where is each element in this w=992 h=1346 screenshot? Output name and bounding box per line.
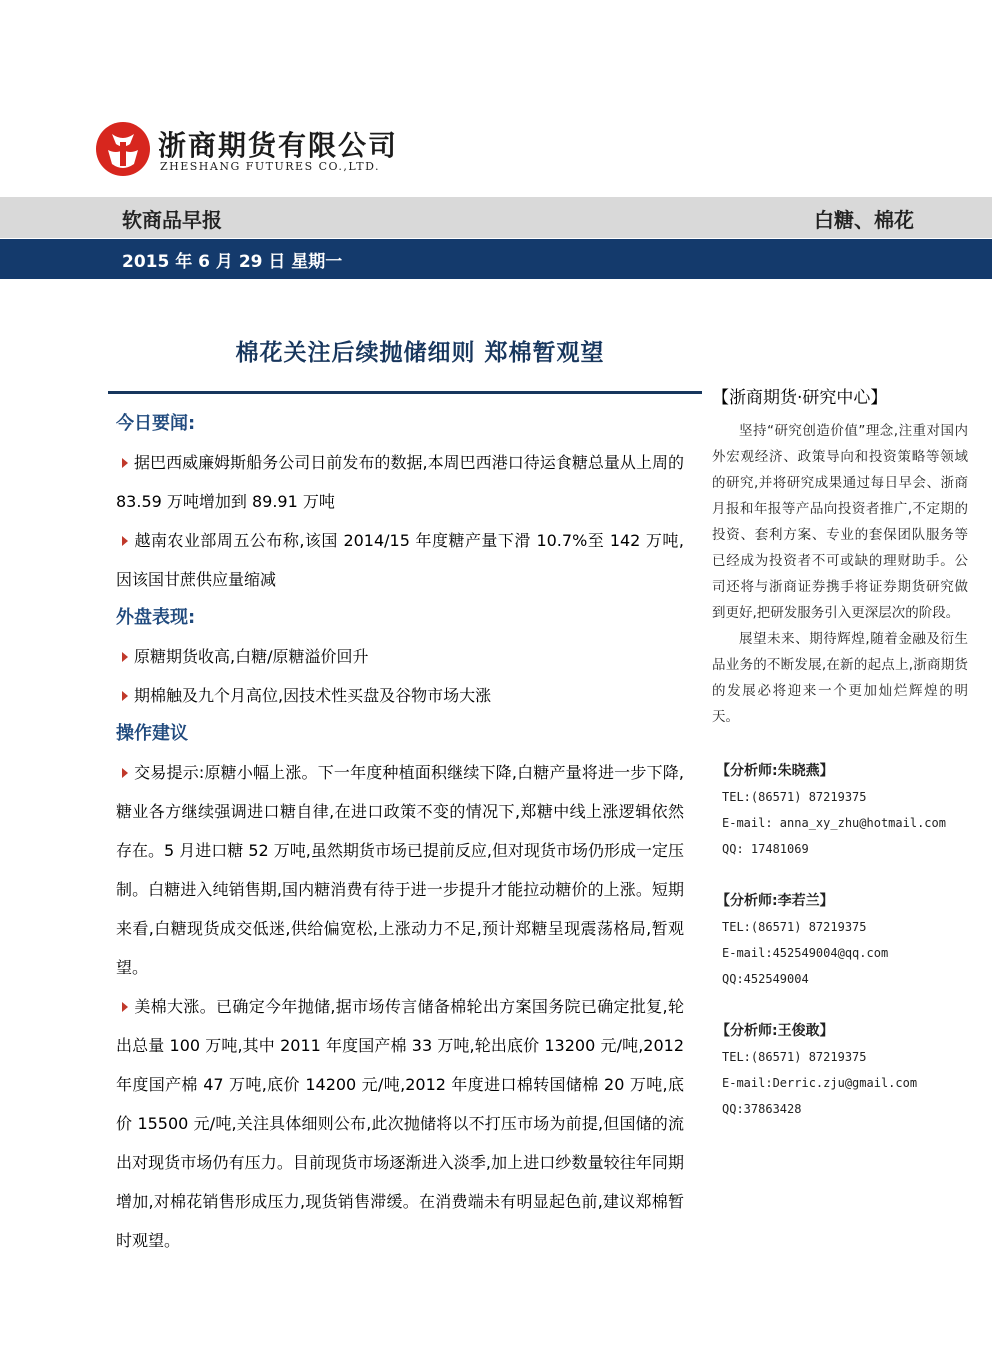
analyst-email: E-mail:Derric.zju@gmail.com — [722, 1076, 918, 1090]
sidebar — [712, 378, 968, 1122]
report-category: 白糖、棉花 — [814, 208, 914, 232]
bullet-arrow-icon — [122, 458, 128, 468]
sidebar-intro: 展望未来、期待辉煌,随着金融及衍生品业务的不断发展,在新的起点上,浙商期货的发展必将迎来一个更加灿烂辉煌的明天。 — [712, 631, 968, 725]
news-item — [116, 443, 684, 521]
external-item-text: 期棉触及九个月高位,因技术性买盘及谷物市场大涨 — [134, 686, 492, 705]
analyst-card — [712, 888, 968, 992]
analyst-name: 【分析师:朱晓燕】 — [716, 763, 834, 779]
report-type: 软商品早报 — [122, 208, 222, 232]
external-item-text: 原糖期货收高,白糖/原糖溢价回升 — [134, 647, 369, 666]
analyst-email: E-mail: anna_xy_zhu@hotmail.com — [722, 816, 946, 830]
analyst-qq: QQ: 17481069 — [722, 842, 809, 856]
bullet-arrow-icon — [122, 536, 128, 546]
section-title-news: 今日要闻: — [116, 413, 196, 434]
bullet-arrow-icon — [122, 652, 128, 662]
bullet-arrow-icon — [122, 768, 128, 778]
date-band — [0, 239, 992, 279]
section-title-external: 外盘表现: — [116, 607, 196, 628]
company-name-en: ZHESHANG FUTURES CO.,LTD. — [160, 160, 381, 173]
news-item — [116, 521, 684, 599]
company-logo-icon — [94, 120, 152, 178]
advice-item — [116, 987, 684, 1260]
section-title-advice: 操作建议 — [116, 723, 188, 744]
external-item — [116, 637, 684, 676]
headline-divider — [108, 391, 702, 394]
main-column — [116, 405, 684, 1260]
advice-item-text: 美棉大涨。已确定今年抛储,据市场传言储备棉轮出方案国务院已确定批复,轮出总量 100 万吨,其中 2011 年度国产棉 33 万吨,轮出底价 13200 元/吨,2012 年度国产棉 47 万吨,底价 14200 元/吨,2012 年度进口棉转国储棉 20 万吨,底价 15500 元/吨,关注具体细则公布,此次抛储将以不打压市场为前提,但国储的流出对现货市场仍有压力。目前现货市场逐渐进入淡季,加上进口纱数量较往年同期增加,对棉花销售形成压力,现货销售滞缓。在消费端未有明显起色前,建议郑棉暂时观望。 — [116, 997, 684, 1250]
advice-item — [116, 753, 684, 987]
report-type-band — [0, 197, 992, 238]
news-item-text: 越南农业部周五公布称,该国 2014/15 年度糖产量下滑 10.7%至 142 万吨,因该国甘蔗供应量缩减 — [116, 531, 684, 589]
sidebar-intro: 坚持“研究创造价值”理念,注重对国内外宏观经济、政策导向和投资策略等领域的研究,并将研究成果通过每日早会、浙商月报和年报等产品向投资者推广,不定期的投资、套利方案、专业的套保团队服务等已经成为投资者不可或缺的理财助手。公司还将与浙商证券携手将证券期货研究做到更好,把研发服务引入更深层次的阶段。 — [712, 423, 968, 621]
analyst-name: 【分析师:李若兰】 — [716, 893, 834, 909]
company-name-cn: 浙商期货有限公司 — [158, 129, 399, 162]
advice-item-text: 交易提示:原糖小幅上涨。下一年度种植面积继续下降,白糖产量将进一步下降,糖业各方继续强调进口糖自律,在进口政策不变的情况下,郑糖中线上涨逻辑依然存在。5 月进口糖 52 万吨,虽然期货市场已提前反应,但对现货市场仍形成一定压制。白糖进入纯销售期,国内糖消费有待于进一步提升才能拉动糖价的上涨。短期来看,白糖现货成交低迷,供给偏宽松,上涨动力不足,预计郑糖呈现震荡格局,暂观望。 — [116, 763, 684, 977]
analyst-qq: QQ:37863428 — [722, 1102, 802, 1116]
analyst-email: E-mail:452549004@qq.com — [722, 946, 889, 960]
analyst-tel: TEL:(86571) 87219375 — [722, 790, 867, 804]
bullet-arrow-icon — [122, 691, 128, 701]
report-date: 2015 年 6 月 29 日 星期一 — [122, 252, 343, 272]
analyst-card — [712, 758, 968, 862]
external-item — [116, 676, 684, 715]
analyst-tel: TEL:(86571) 87219375 — [722, 1050, 867, 1064]
sidebar-heading: 【浙商期货·研究中心】 — [712, 388, 888, 408]
analyst-tel: TEL:(86571) 87219375 — [722, 920, 867, 934]
analyst-name: 【分析师:王俊敢】 — [716, 1023, 834, 1039]
analyst-qq: QQ:452549004 — [722, 972, 809, 986]
analyst-card — [712, 1018, 968, 1122]
bullet-arrow-icon — [122, 1002, 128, 1012]
news-item-text: 据巴西威廉姆斯船务公司日前发布的数据,本周巴西港口待运食糖总量从上周的 83.59 万吨增加到 89.91 万吨 — [116, 453, 684, 511]
headline: 棉花关注后续抛储细则 郑棉暂观望 — [235, 340, 605, 366]
